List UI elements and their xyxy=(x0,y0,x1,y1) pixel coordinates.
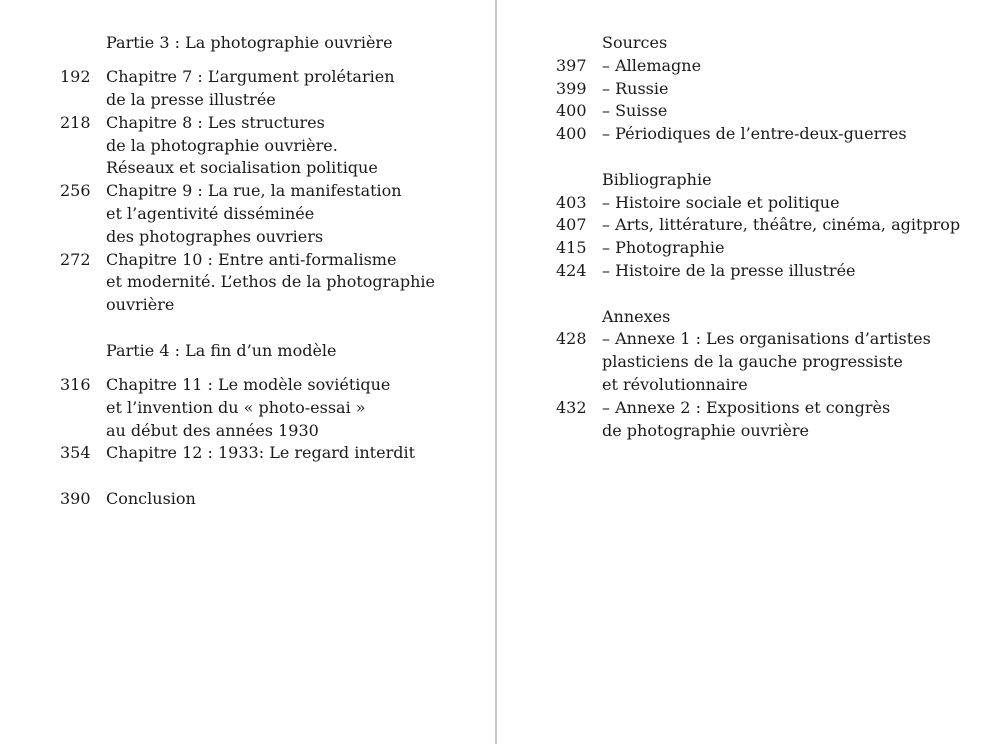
toc-entry[interactable] xyxy=(556,123,986,146)
entry-title: Chapitre 11 : Le modèle soviétique et l’invention du « photo-essai » au début des années 1930 xyxy=(106,374,391,440)
entry-title: Chapitre 8 : Les structures de la photographie ouvrière. Réseaux et socialisation politique xyxy=(106,112,378,178)
toc-entry[interactable] xyxy=(556,328,986,396)
page-number: 407 xyxy=(556,215,587,235)
spacer xyxy=(60,317,480,340)
entry-title: Chapitre 9 : La rue, la manifestation et l’agentivité disséminée des photographes ouvriers xyxy=(106,181,402,246)
page-number: 316 xyxy=(60,374,91,394)
entry-title: – Arts, littérature, théâtre, cinéma, agitprop xyxy=(602,215,961,235)
page-number: 192 xyxy=(60,67,91,87)
toc-entry[interactable] xyxy=(556,237,986,260)
entry-title: – Périodiques de l’entre-deux-guerres xyxy=(602,124,907,144)
section-heading-bibliography xyxy=(556,169,986,192)
toc-entry[interactable] xyxy=(60,249,480,317)
entry-title: Conclusion xyxy=(106,488,196,508)
toc-left xyxy=(60,32,480,511)
entry-title: – Allemagne xyxy=(602,55,702,75)
page-number-empty xyxy=(556,32,602,55)
toc-entry[interactable] xyxy=(556,192,986,215)
page-number: 400 xyxy=(556,101,587,121)
section-heading-annexes xyxy=(556,306,986,329)
page-number: 400 xyxy=(556,124,587,144)
entry-title: – Histoire de la presse illustrée xyxy=(602,260,856,280)
entry-title: – Russie xyxy=(602,78,669,98)
toc-right xyxy=(556,32,986,442)
entry-title: – Histoire sociale et politique xyxy=(602,192,840,212)
page-number: 415 xyxy=(556,238,587,258)
page-number: 428 xyxy=(556,329,587,349)
toc-entry[interactable] xyxy=(60,180,480,248)
page-number-empty xyxy=(60,32,106,55)
page-number-empty xyxy=(556,306,602,329)
entry-title: Chapitre 12 : 1933: Le regard interdit xyxy=(106,443,416,463)
toc-entry[interactable] xyxy=(60,442,480,465)
spacer xyxy=(60,465,480,488)
toc-entry[interactable] xyxy=(556,55,986,78)
entry-title: – Suisse xyxy=(602,101,668,121)
part-heading-4 xyxy=(60,340,480,363)
spacer xyxy=(556,146,986,169)
toc-entry[interactable] xyxy=(556,100,986,123)
entry-title: Chapitre 7 : L’argument prolétarien de la presse illustrée xyxy=(106,67,395,109)
section-title: Bibliographie xyxy=(602,169,712,189)
toc-entry-conclusion[interactable] xyxy=(60,488,480,511)
spacer xyxy=(60,55,480,66)
entry-title: – Annexe 1 : Les organisations d’artistes plasticiens de la gauche progressiste et révolutionnaire xyxy=(602,329,931,394)
section-heading-sources xyxy=(556,32,986,55)
page-number: 256 xyxy=(60,181,91,201)
entry-title: Chapitre 10 : Entre anti-formalisme et modernité. L’ethos de la photographie ouvrière xyxy=(106,249,435,315)
toc-entry[interactable] xyxy=(60,374,480,442)
page-number-empty xyxy=(556,169,602,192)
toc-entry[interactable] xyxy=(556,397,986,443)
right-page xyxy=(497,0,992,744)
part-title: Partie 3 : La photographie ouvrière xyxy=(106,33,393,52)
page-number: 354 xyxy=(60,443,91,463)
page-number: 424 xyxy=(556,260,587,280)
spacer xyxy=(556,283,986,306)
page-number: 390 xyxy=(60,488,91,508)
toc-entry[interactable] xyxy=(60,66,480,112)
entry-title: – Annexe 2 : Expositions et congrès de photographie ouvrière xyxy=(602,397,891,440)
page-number: 403 xyxy=(556,192,587,212)
page-number: 218 xyxy=(60,112,91,132)
toc-entry[interactable] xyxy=(556,78,986,101)
toc-entry[interactable] xyxy=(60,112,480,180)
left-page xyxy=(0,0,495,744)
section-title: Sources xyxy=(602,33,668,52)
entry-title: – Photographie xyxy=(602,238,725,258)
toc-entry[interactable] xyxy=(556,214,986,237)
part-title: Partie 4 : La fin d’un modèle xyxy=(106,340,337,360)
page-number: 397 xyxy=(556,55,587,75)
page-number: 272 xyxy=(60,249,91,269)
spacer xyxy=(60,363,480,374)
page-number-empty xyxy=(60,340,106,363)
section-title: Annexes xyxy=(602,306,671,326)
page-number: 399 xyxy=(556,78,587,98)
page-number: 432 xyxy=(556,397,587,417)
toc-entry[interactable] xyxy=(556,260,986,283)
part-heading-3 xyxy=(60,32,480,55)
